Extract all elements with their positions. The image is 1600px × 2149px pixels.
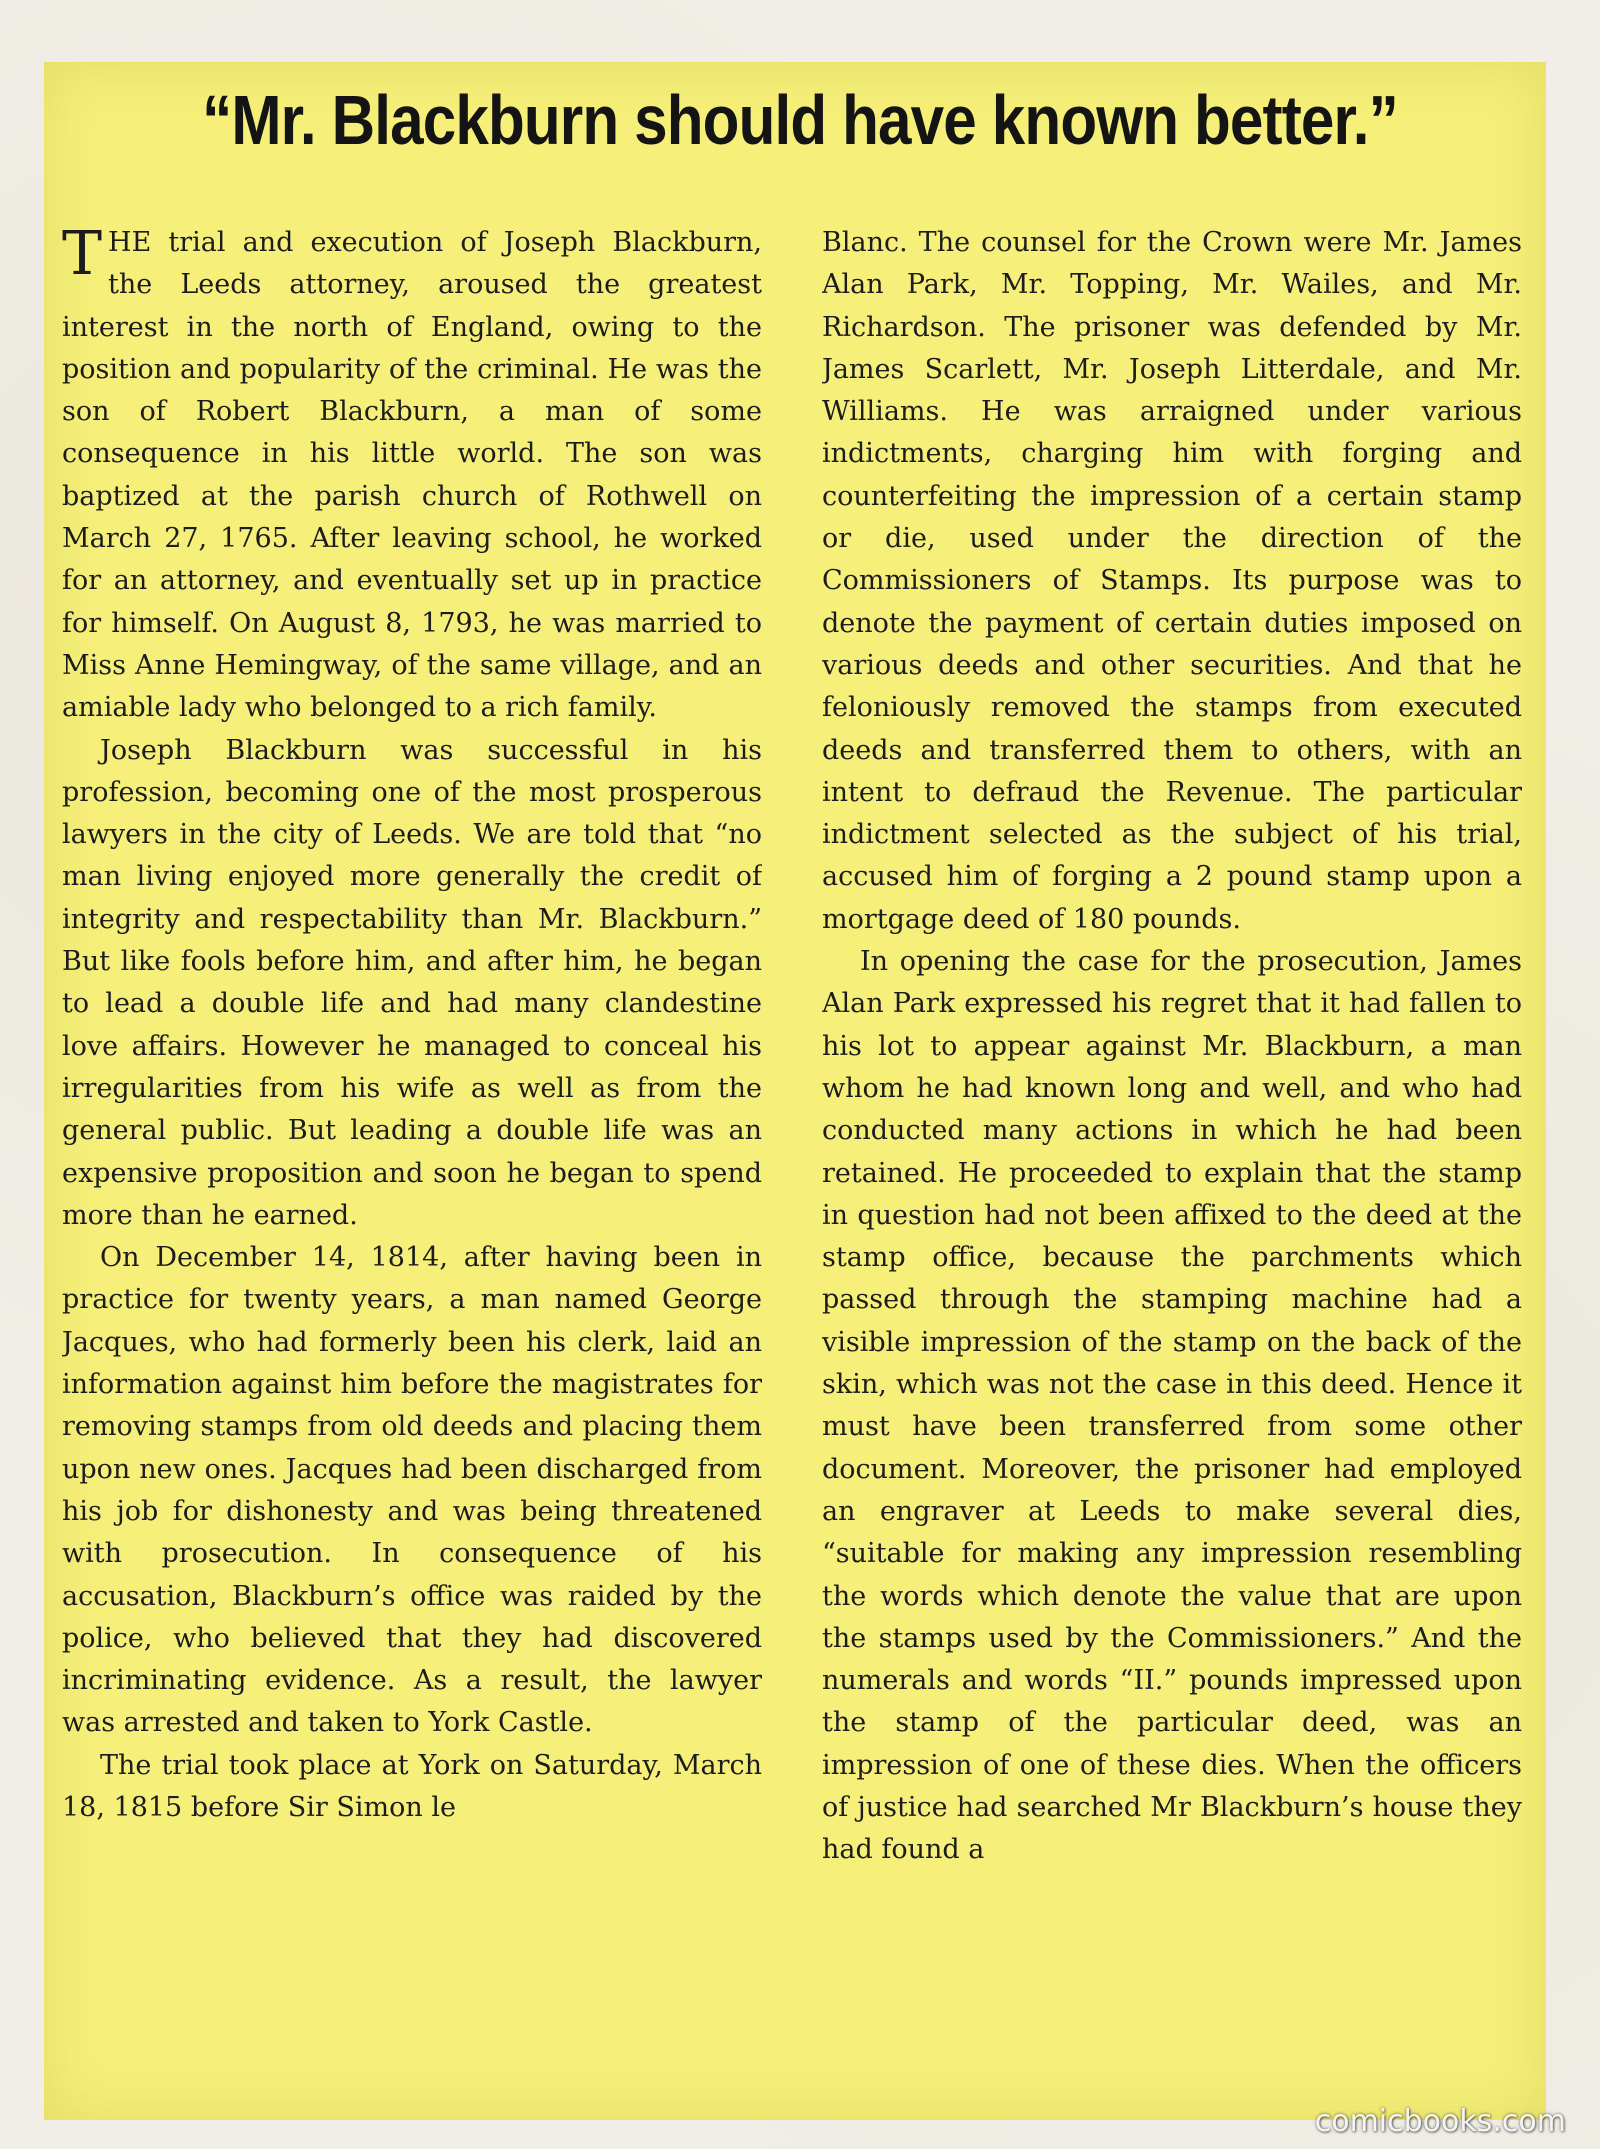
right-column xyxy=(822,222,1522,2102)
paragraph-1 xyxy=(62,222,762,730)
article-title: “Mr. Blackburn should have known better.” xyxy=(202,81,1398,159)
paragraph-3: On December 14, 1814, after having been in practice for twenty years, a man named George Jacques, who had formerly been his clerk, laid an information against him before the magistrates for removing stamps from old deeds and placing them upon new ones. Jacques had been discharged from his job for dishonesty and was being threatened with prosecution. In consequence of his accusation, Blackburn’s office was raided by the police, who believed that they had discovered incriminating evidence. As a result, the lawyer was arrested and taken to York Castle. xyxy=(62,1242,762,1739)
paragraph-1-text: HE trial and execution of Joseph Blackburn, the Leeds attorney, aroused the greatest interest in the north of England, owing to the position and popularity of the criminal. He was the son of Robert Blackburn, a man of some consequence in his little world. The son was baptized at the parish church of Rothwell on March 27, 1765. After leaving school, he worked for an attorney, and eventually set up in practice for himself. On August 8, 1793, he was married to Miss Anne Hemingway, of the same village, and an amiable lady who belonged to a rich family. xyxy=(62,227,762,724)
paragraph-6: In opening the case for the prosecution, James Alan Park expressed his regret that it had fallen to his lot to appear against Mr. Blackburn, a man whom he had known long and well, and who had conducted many actions in which he had been retained. He proceeded to explain that the stamp in question had not been affixed to the deed at the stamp office, because the parchments which passed through the stamping machine had a visible impression of the stamp on the back of the skin, which was not the case in this deed. Hence it must have been transferred from some other document. Moreover, the prisoner had employed an engraver at Leeds to make several dies, “suitable for making any impression resembling the words which denote the value that are upon the stamps used by the Commissioners.” And the numerals and words “II.” pounds impressed upon the stamp of the particular deed, was an impression of one of these dies. When the officers of justice had searched Mr Blackburn’s house they had found a xyxy=(822,946,1522,1866)
paragraph-4: The trial took place at York on Saturday, March 18, 1815 before Sir Simon le xyxy=(62,1749,762,1823)
site-watermark: comicbooks.com xyxy=(1314,2104,1566,2139)
left-column xyxy=(62,222,762,2102)
paragraph-2: Joseph Blackburn was successful in his profession, becoming one of the most prosperous lawyers in the city of Leeds. We are told that “no man living enjoyed more generally the credit of integrity and respectability than Mr. Blackburn.” But like fools before him, and after him, he began to lead a double life and had many clandestine love affairs. However he managed to conceal his irregularities from his wife as well as from the general public. But leading a double life was an expensive proposition and soon he began to spend more than he earned. xyxy=(62,734,762,1231)
paragraph-5: Blanc. The counsel for the Crown were Mr. James Alan Park, Mr. Topping, Mr. Wailes, and Mr. Richardson. The prisoner was defended by Mr. James Scarlett, Mr. Joseph Litterdale, and Mr. Williams. He was arraigned under various indictments, charging him with forging and counterfeiting the impression of a certain stamp or die, used under the direction of the Commissioners of Stamps. Its purpose was to denote the payment of certain duties imposed on various deeds and other securities. And that he feloniously removed the stamps from executed deeds and transferred them to others, with an intent to defraud the Revenue. The particular indictment selected as the subject of his trial, accused him of forging a 2 pound stamp upon a mortgage deed of 180 pounds. xyxy=(822,227,1522,935)
drop-cap: T xyxy=(62,222,103,289)
